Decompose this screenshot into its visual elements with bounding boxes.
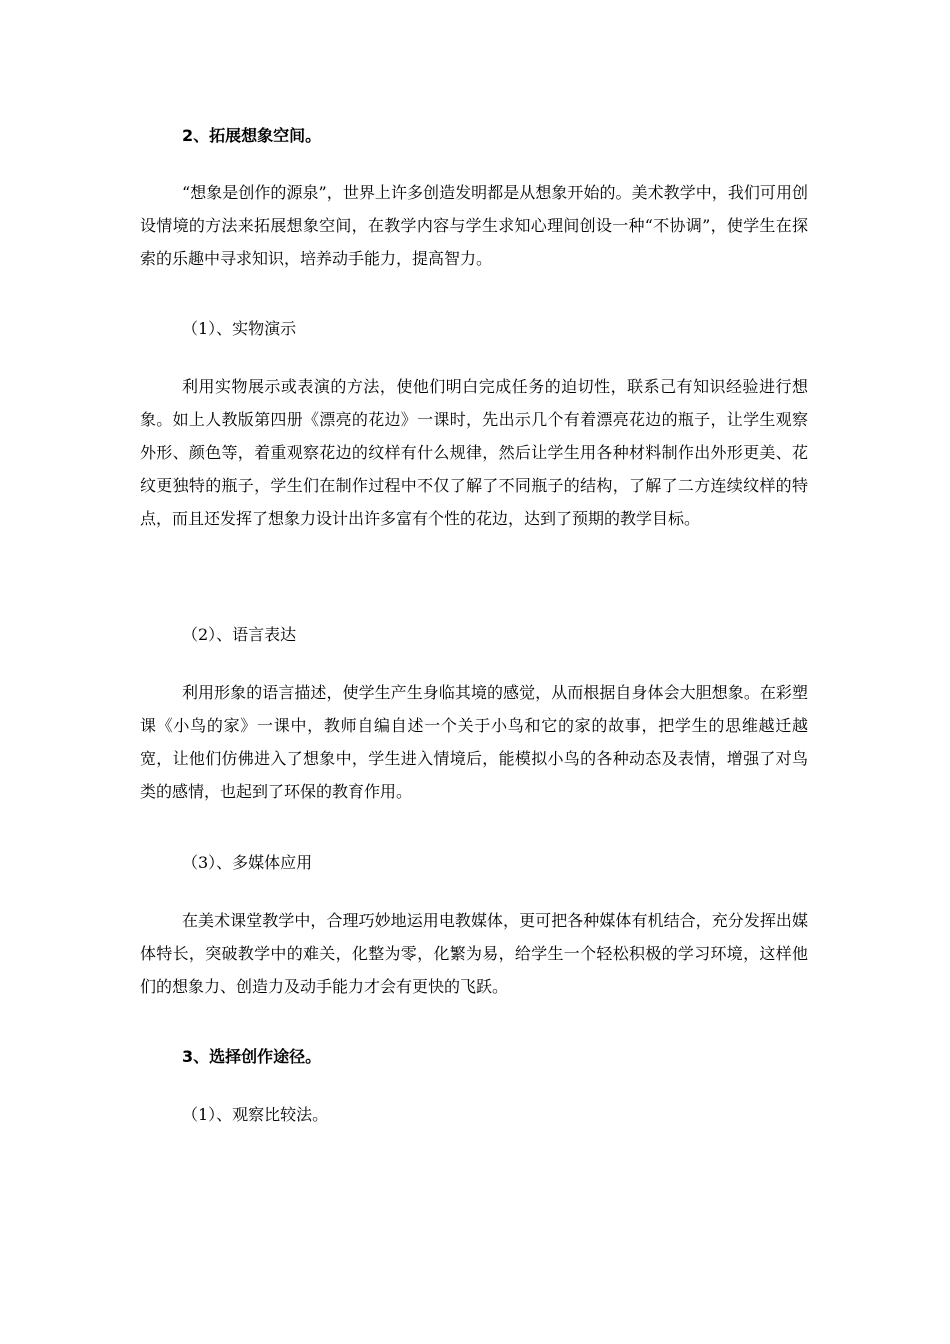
subsection-2-paragraph: 利用形象的语言描述，使学生产生身临其境的感觉，从而根据自身体会大胆想象。在彩塑课《小鸟的家》一课中，教师自编自述一个关于小鸟和它的家的故事，把学生的思维越迁越宽，让他们仿佛进入了想象中，学生进入情境后，能模拟小鸟的各种动态及表情，增强了对鸟类的感情，也起到了环保的教育作用。 xyxy=(140,683,808,801)
subsection-2-heading: （2）、语言表达 xyxy=(182,625,297,644)
subsection-3-heading: （3）、多媒体应用 xyxy=(182,853,313,872)
section-3-heading: 3、选择创作途径。 xyxy=(182,1047,322,1066)
subsection-1-heading: （1）、实物演示 xyxy=(182,319,297,338)
section-2-heading: 2、拓展想象空间。 xyxy=(182,126,322,145)
subsection-3-paragraph: 在美术课堂教学中，合理巧妙地运用电教媒体，更可把各种媒体有机结合，充分发挥出媒体特长，突破教学中的难关，化整为零，化繁为易，给学生一个轻松积极的学习环境，这样他们的想象力、创造力及动手能力才会有更快的飞跃。 xyxy=(140,911,808,996)
subsection-1-paragraph: 利用实物展示或表演的方法，使他们明白完成任务的迫切性，联系己有知识经验进行想象。如上人教版第四册《漂亮的花边》一课时，先出示几个有着漂亮花边的瓶子，让学生观察外形、颜色等，着重观察花边的纹样有什么规律，然后让学生用各种材料制作出外形更美、花纹更独特的瓶子，学生们在制作过程中不仅了解了不同瓶子的结构，了解了二方连续纹样的特点，而且还发挥了想象力设计出许多富有个性的花边，达到了预期的教学目标。 xyxy=(140,377,808,528)
section-2-intro-paragraph: “想象是创作的源泉”，世界上许多创造发明都是从想象开始的。美术教学中，我们可用创设情境的方法来拓展想象空间，在教学内容与学生求知心理间创设一种“不协调”，使学生在探索的乐趣中寻求知识，培养动手能力，提高智力。 xyxy=(140,183,808,268)
section-3-subsection-1-heading: （1）、观察比较法。 xyxy=(182,1105,329,1124)
